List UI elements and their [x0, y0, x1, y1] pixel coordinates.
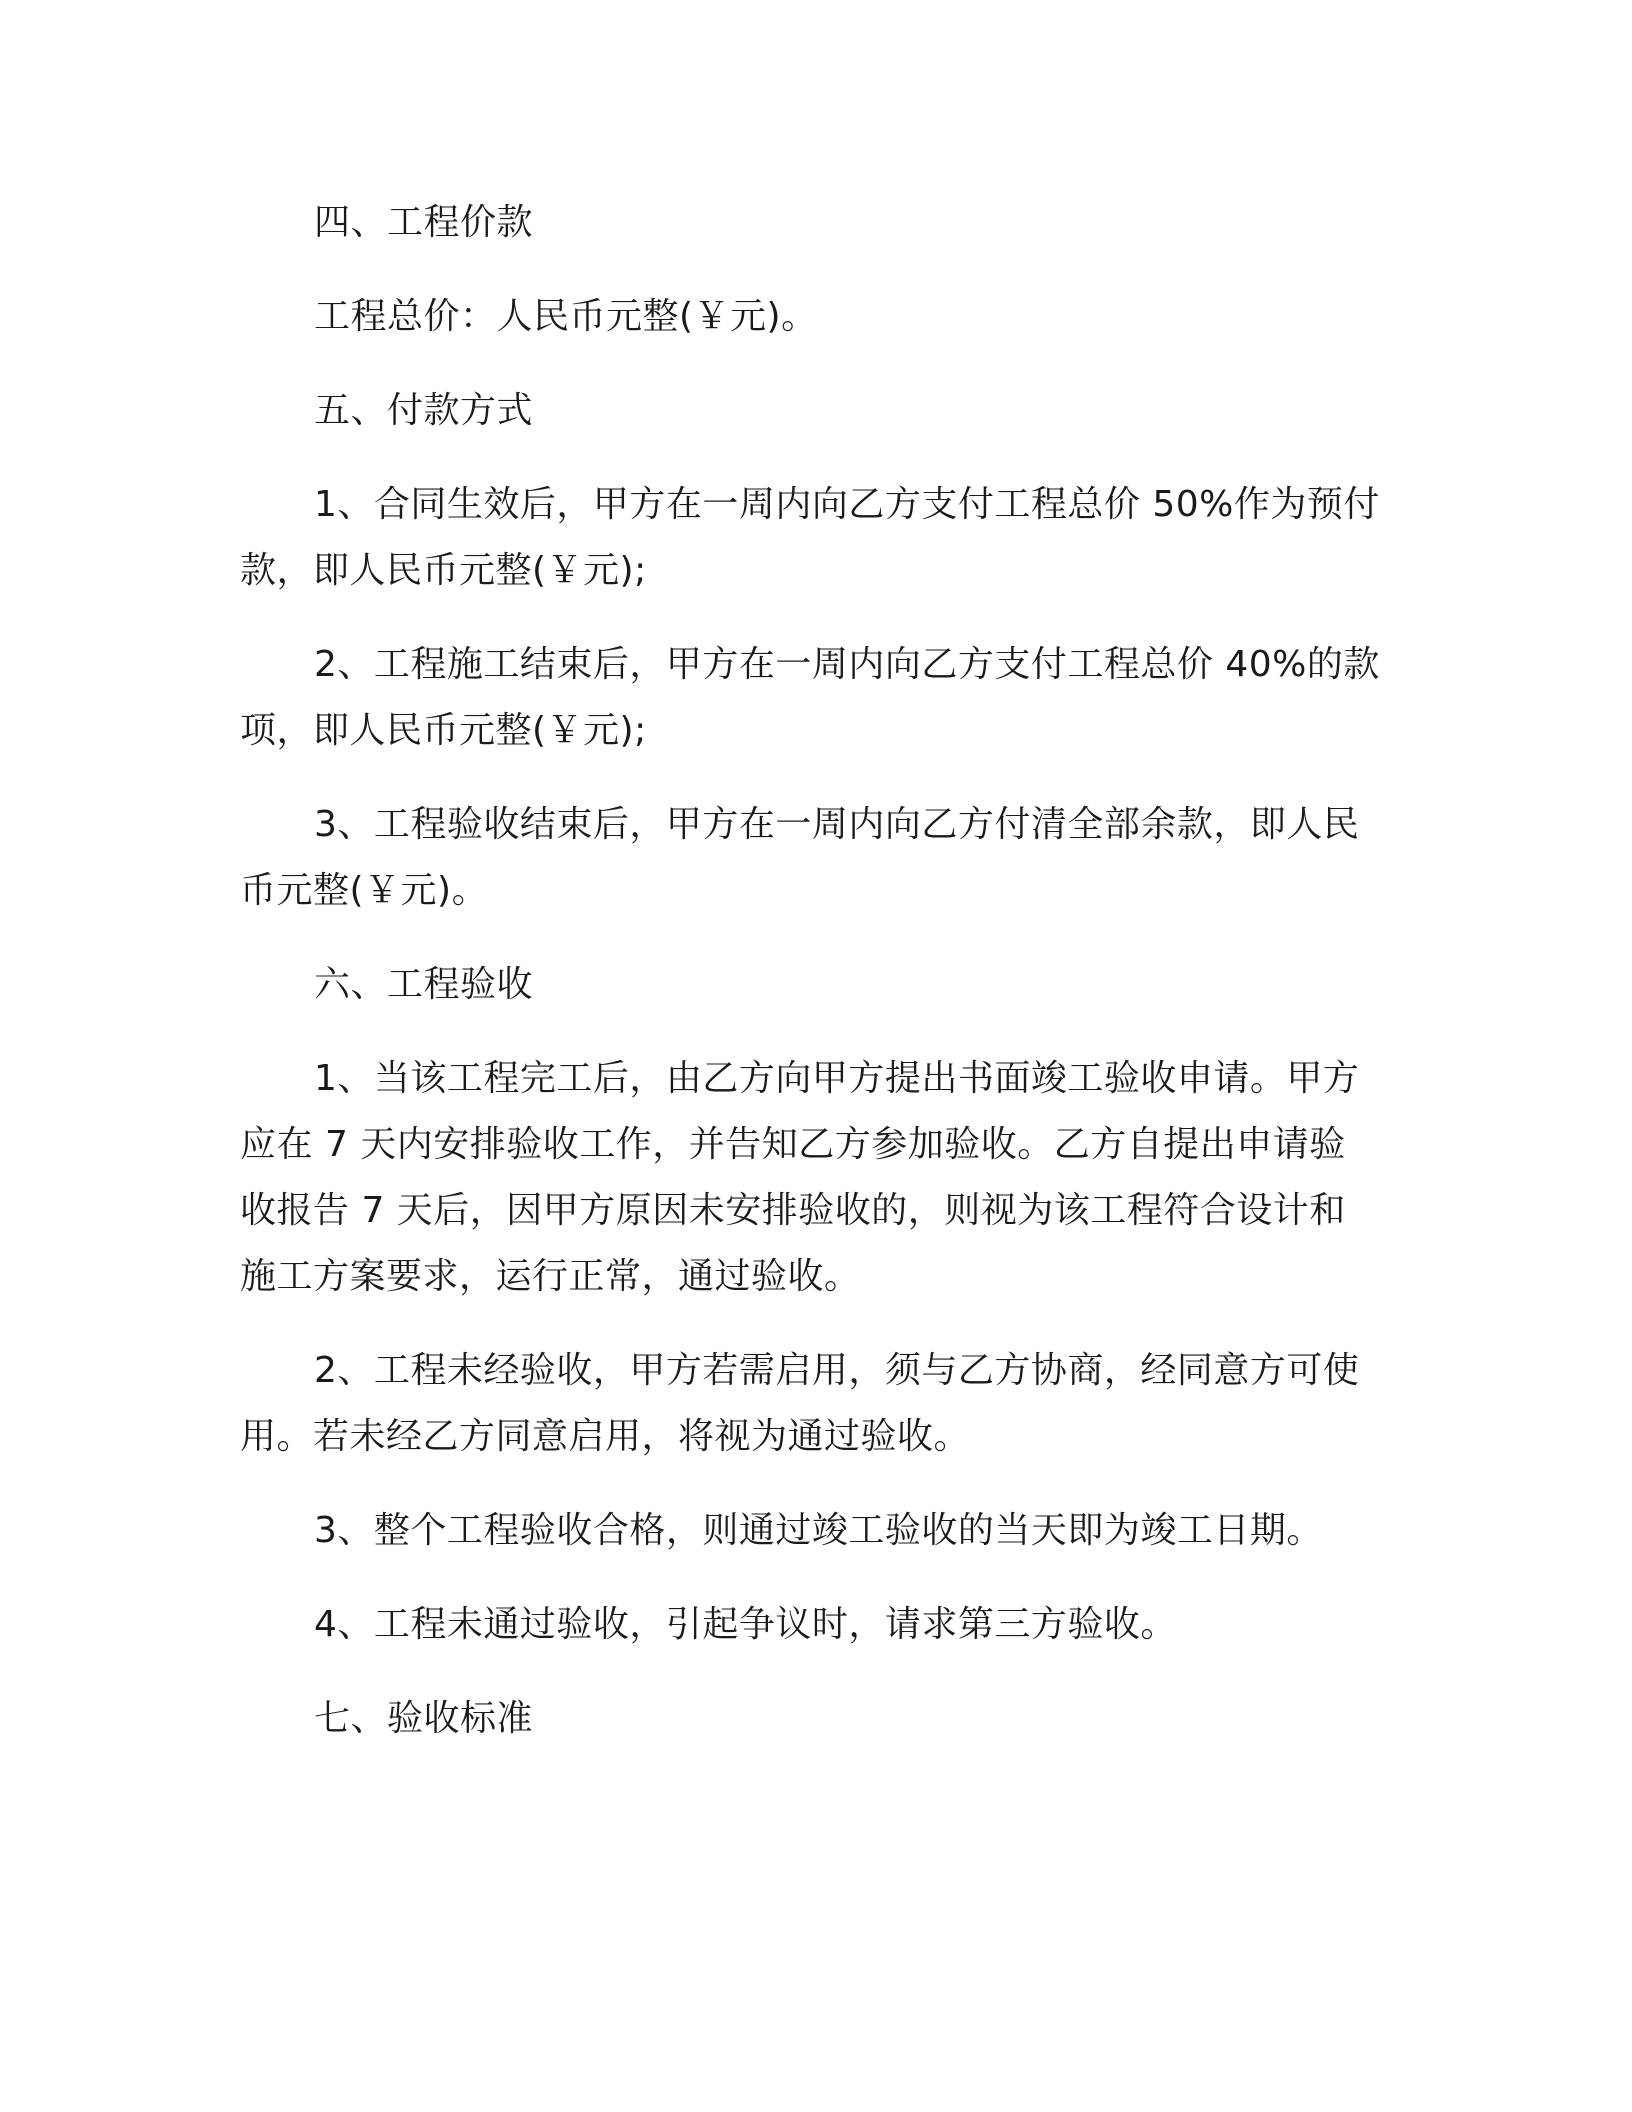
- paragraph-payment-3: 3、工程验收结束后，甲方在一周内向乙方付清全部余款，即人民币元整(￥元)。: [240, 804, 1360, 911]
- paragraph-acceptance-1: 1、当该工程完工后，由乙方向甲方提出书面竣工验收申请。甲方应在 7 天内安排验收工作，并告知乙方参加验收。乙方自提出申请验收报告 7 天后，因甲方原因未安排验收的，则视为该工程符合设计和施工方案要求，运行正常，通过验收。: [240, 1058, 1360, 1297]
- section-heading-acceptance: 六、工程验收: [314, 964, 534, 1005]
- section-heading-standard: 七、验收标准: [314, 1698, 534, 1739]
- section-heading-payment: 五、付款方式: [314, 390, 534, 431]
- paragraph-acceptance-3: 3、整个工程验收合格，则通过竣工验收的当天即为竣工日期。: [314, 1510, 1323, 1551]
- paragraph-acceptance-4: 4、工程未通过验收，引起争议时，请求第三方验收。: [314, 1604, 1177, 1645]
- paragraph-total-price: 工程总价：人民币元整(￥元)。: [314, 296, 818, 337]
- document-body: [240, 190, 1380, 1780]
- paragraph-payment-1: 1、合同生效后，甲方在一周内向乙方支付工程总价 50%作为预付款，即人民币元整(￥元);: [240, 484, 1380, 591]
- paragraph-acceptance-2: 2、工程未经验收，甲方若需启用，须与乙方协商，经同意方可使用。若未经乙方同意启用，将视为通过验收。: [240, 1350, 1360, 1457]
- paragraph-payment-2: 2、工程施工结束后，甲方在一周内向乙方支付工程总价 40%的款项，即人民币元整(￥元);: [240, 644, 1380, 751]
- section-heading-price: 四、工程价款: [314, 202, 534, 243]
